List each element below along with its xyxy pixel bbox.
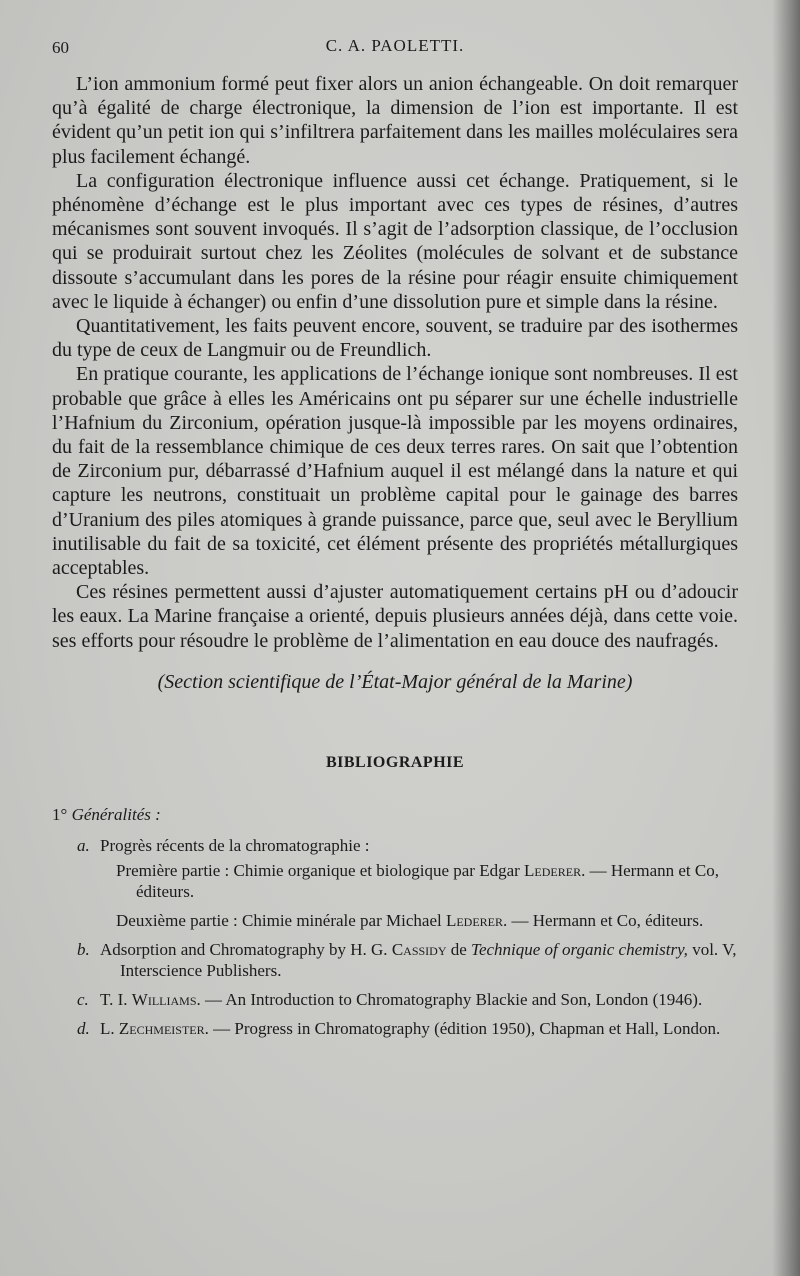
section-signature: (Section scientifique de l’État-Major général de la Marine) — [157, 670, 633, 693]
bib-entry-c: c. T. I. Williams. — An Introduction to Chromatography Blackie and Son, London (1946). — [77, 989, 703, 1009]
page-edge-shadow — [772, 0, 800, 1276]
bib-subitem-1: Première partie : Chimie organique et biologique par Edgar Lederer. — Hermann et Co, éditeurs. — [116, 860, 719, 901]
running-title: C. A. PAOLETTI. — [325, 36, 465, 55]
bibliography-list — [52, 804, 738, 1039]
paragraph-3: Quantitativement, les faits peuvent encore, souvent, se traduire par des isothermes du type de ceux de Langmuir ou de Freundlich. — [52, 315, 738, 362]
paragraph-5: Ces résines permettent aussi d’ajuster automatiquement certains pH ou d’adoucir les eaux. La Marine française a orienté, depuis plusieurs années déjà, dans cette voie. ses efforts pour résoudre le problème de l’alimentation en eau douce des naufragés. — [52, 581, 738, 652]
bib-entry-d: d. L. Zechmeister. — Progress in Chromatography (édition 1950), Chapman et Hall, London. — [77, 1018, 721, 1038]
page-number: 60 — [52, 38, 69, 57]
bib-entry-a: a. Progrès récents de la chromatographie : — [77, 835, 370, 855]
page-header — [52, 34, 738, 64]
bibliography-title: BIBLIOGRAPHIE — [325, 753, 465, 771]
bib-entry-b: b. Adsorption and Chromatography by H. G. Cassidy de Technique of organic chemistry, vol. V, Interscience Publishers. — [77, 939, 737, 980]
paragraph-4: En pratique courante, les applications de l’échange ionique sont nombreuses. Il est probable que grâce à elles les Américains ont pu séparer sur une échelle industrielle l’Hafnium du Zirconium, opération jusque-là impossible par les moyens ordinaires, du fait de la ressemblance chimique de ces deux terres rares. On sait que l’obtention de Zirconium pur, débarrassé d’Hafnium auquel il est mélangé dans la nature et qui capture les neutrons, constituait un problème capital pour le gainage des barres d’Uranium des piles atomiques à grande puissance, parce que, seul avec le Beryllium inutilisable du fait de sa toxicité, cet élément présente des propriétés métallurgiques acceptables. — [52, 363, 738, 580]
paragraph-1: L’ion ammonium formé peut fixer alors un anion échangeable. On doit remarquer qu’à égalité de charge électronique, la dimension de l’ion est importante. Il est évident qu’un petit ion qui s’infiltrera parfaitement dans les mailles moléculaires sera plus facilement échangé. — [52, 73, 738, 168]
bib-subitem-2: Deuxième partie : Chimie minérale par Michael Lederer. — Hermann et Co, éditeurs. — [116, 910, 704, 930]
body-text — [52, 72, 738, 653]
bibliography-section-heading: 1° Généralités : — [52, 804, 161, 824]
bib-entry-a-subitems — [52, 860, 738, 931]
paragraph-2: La configuration électronique influence aussi cet échange. Pratiquement, si le phénomène d’échange est le plus important avec ces types de résines, d’autres mécanismes sont souvent invoqués. Il s’agit de l’adsorption classique, de l’occlusion qui se produirait surtout chez les Zéolites (molécules de solvant et de substance dissoute s’accumulant dans les pores de la résine pour réagir ensuite chimiquement avec le liquide à échanger) ou enfin d’une dissolution pure et simple dans la résine. — [52, 169, 738, 313]
